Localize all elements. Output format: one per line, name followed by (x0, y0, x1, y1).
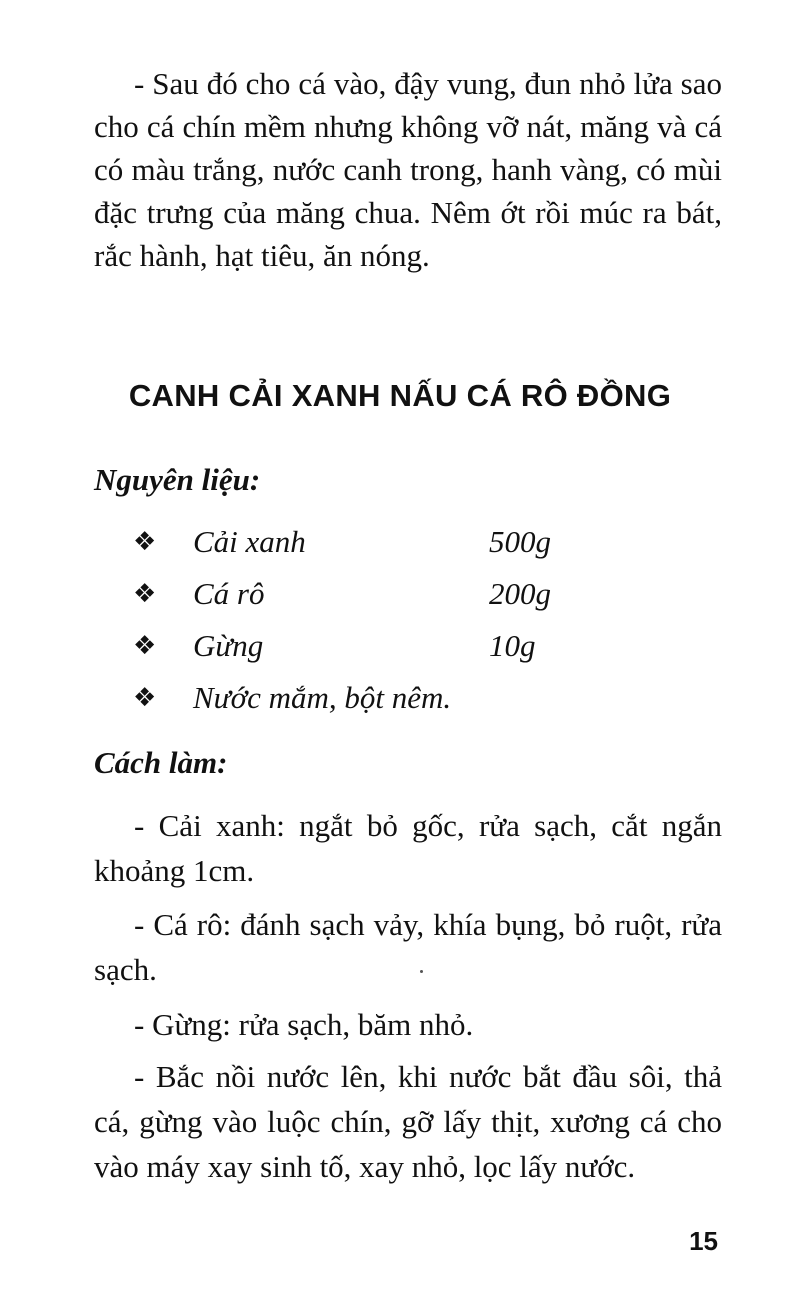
method-step (94, 902, 722, 992)
intro-paragraph (94, 62, 722, 277)
diamond-bullet-icon: ❖ (133, 579, 157, 609)
ingredient-name: Cải xanh (193, 524, 306, 559)
method-step (94, 1002, 722, 1047)
recipe-title: CANH CẢI XANH NẤU CÁ RÔ ĐỒNG (128, 378, 672, 413)
diamond-bullet-icon: ❖ (133, 527, 157, 557)
method-step (94, 803, 722, 893)
ingredient-name: Gừng (193, 628, 264, 663)
intro-paragraph-text: - Sau đó cho cá vào, đậy vung, đun nhỏ lửa sao cho cá chín mềm nhưng không vỡ nát, măng và cá có màu trắng, nước canh trong, hanh vàng, có mùi đặc trưng của măng chua. Nêm ớt rồi múc ra bát, rắc hành, hạt tiêu, ăn nóng. (94, 66, 722, 273)
method-heading: Cách làm: (94, 745, 228, 780)
diamond-bullet-icon: ❖ (133, 631, 157, 661)
diamond-bullet-icon: ❖ (133, 683, 157, 713)
ingredients-list (0, 522, 800, 730)
method-step-text: - Gừng: rửa sạch, băm nhỏ. (134, 1007, 474, 1042)
method-step-text: - Cải xanh: ngắt bỏ gốc, rửa sạch, cắt ngắn khoảng 1cm. (94, 808, 722, 888)
print-speck (420, 970, 423, 973)
ingredient-amount: 500g (489, 524, 551, 559)
ingredient-item (0, 574, 800, 626)
method-step-text: - Cá rô: đánh sạch vảy, khía bụng, bỏ ruột, rửa sạch. (94, 907, 722, 987)
ingredient-name: Nước mắm, bột nêm. (193, 680, 452, 715)
method-step (94, 1054, 722, 1189)
ingredient-item (0, 626, 800, 678)
method-step-text: - Bắc nồi nước lên, khi nước bắt đầu sôi, thả cá, gừng vào luộc chín, gỡ lấy thịt, xương cá cho vào máy xay sinh tố, xay nhỏ, lọc lấy nước. (94, 1059, 722, 1184)
ingredient-item (0, 522, 800, 574)
ingredient-amount: 200g (489, 576, 551, 611)
page-number: 15 (689, 1226, 718, 1256)
ingredient-item (0, 678, 800, 730)
ingredient-name: Cá rô (193, 576, 265, 611)
ingredients-heading: Nguyên liệu: (94, 462, 261, 497)
ingredient-amount: 10g (489, 628, 536, 663)
